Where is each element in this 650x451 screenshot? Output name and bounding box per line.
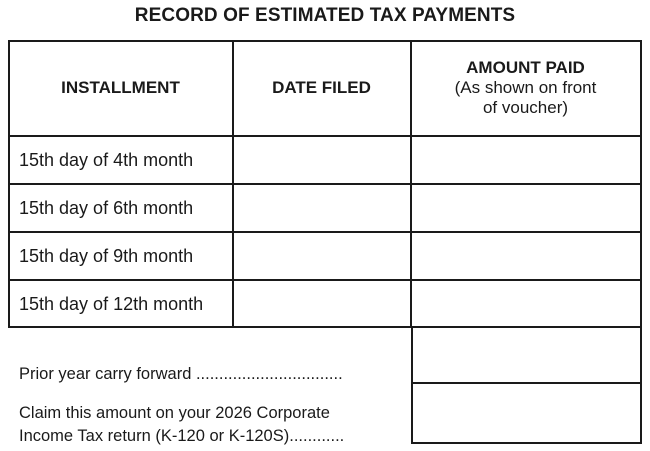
installment-label: 15th day of 6th month (19, 198, 194, 218)
header-amount-paid-note-line2: of voucher) (482, 98, 569, 117)
carry-forward-amount-box[interactable] (411, 326, 642, 384)
date-filed-field[interactable] (234, 233, 409, 279)
installment-label: 15th day of 12th month (19, 294, 204, 314)
claim-label-line1: Claim this amount on your 2026 Corporate (19, 404, 330, 422)
date-filed-field[interactable] (234, 281, 409, 326)
date-filed-field[interactable] (234, 137, 409, 183)
amount-paid-field[interactable] (412, 233, 639, 279)
installment-label: 15th day of 9th month (19, 246, 194, 266)
amount-paid-field[interactable] (412, 137, 639, 183)
header-date-filed: DATE FILED (272, 78, 371, 97)
header-installment: INSTALLMENT (61, 78, 180, 97)
header-amount-paid-note-line1: (As shown on front (454, 78, 597, 97)
claim-label-line2: Income Tax return (K-120 or K-120S)............ (19, 427, 345, 445)
table-bottom-border (8, 326, 412, 328)
header-amount-paid-label: AMOUNT PAID (466, 58, 585, 77)
amount-paid-field[interactable] (412, 281, 639, 326)
carry-forward-label: Prior year carry forward ................................ (19, 365, 343, 383)
date-filed-field[interactable] (234, 185, 409, 231)
amount-paid-field[interactable] (412, 185, 639, 231)
installment-label: 15th day of 4th month (19, 150, 194, 170)
form-title: RECORD OF ESTIMATED TAX PAYMENTS (134, 5, 516, 26)
table-right-border (640, 40, 642, 327)
claim-amount-box[interactable] (411, 382, 642, 444)
header-amount-paid (411, 41, 640, 135)
